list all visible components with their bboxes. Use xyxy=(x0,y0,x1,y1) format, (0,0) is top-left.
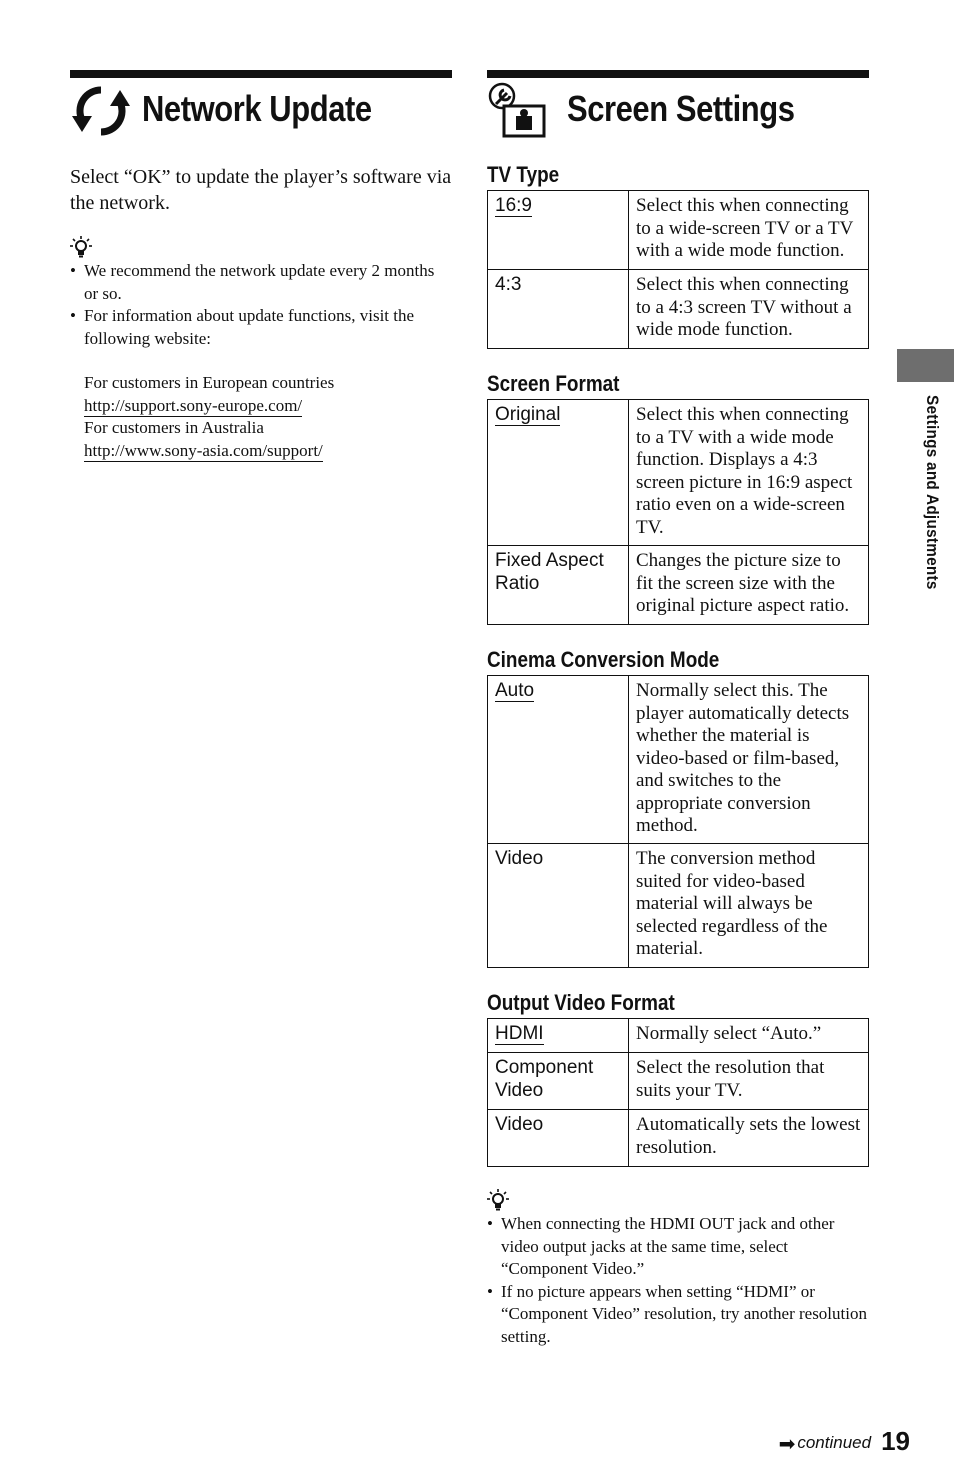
option-desc: Normally select this. The player automatically detects whether the material is video-based or film-based, and switches to the appropriate conversion method. xyxy=(629,676,869,844)
tip-lightbulb-icon xyxy=(487,1189,509,1211)
tip-item: • If no picture appears when setting “HDMI” or “Component Video” resolution, try another resolution setting. xyxy=(487,1281,869,1349)
support-links xyxy=(84,372,452,462)
screen-settings-header xyxy=(487,70,869,146)
option-key: Original xyxy=(495,404,561,425)
table-row xyxy=(488,400,869,546)
output-video-format-heading: Output Video Format xyxy=(487,990,675,1015)
option-desc: Automatically sets the lowest resolution. xyxy=(629,1110,869,1167)
refresh-icon xyxy=(70,82,132,140)
page-footer xyxy=(779,1426,910,1457)
option-key: Video xyxy=(488,1110,629,1167)
tip-item: • For information about update functions, visit the following website: xyxy=(70,305,452,350)
screen-format-heading: Screen Format xyxy=(487,371,620,396)
option-desc: Select this when connecting to a wide-screen TV or a TV with a wide mode function. xyxy=(629,191,869,270)
continued-arrow-icon: ➡ xyxy=(778,1433,796,1456)
europe-support-link[interactable]: http://support.sony-europe.com/ xyxy=(84,395,303,415)
screen-settings-section xyxy=(487,70,869,1348)
option-desc: The conversion method suited for video-based material will always be selected regardless of the material. xyxy=(629,844,869,968)
screen-format-table xyxy=(487,399,869,625)
option-desc: Changes the picture size to fit the screen size with the original picture aspect ratio. xyxy=(629,546,869,625)
screen-settings-title: Screen Settings xyxy=(567,88,795,129)
tip-item: • When connecting the HDMI OUT jack and other video output jacks at the same time, select “Component Video.” xyxy=(487,1213,869,1281)
tip-lightbulb-icon xyxy=(70,236,92,258)
europe-label: For customers in European countries xyxy=(84,373,335,392)
network-update-tips xyxy=(70,260,452,350)
option-desc: Select this when connecting to a TV with a wide mode function. Displays a 4:3 screen picture in 16:9 aspect ratio even on a wide-screen TV. xyxy=(629,400,869,546)
cinema-conversion-heading: Cinema Conversion Mode xyxy=(487,647,720,672)
table-row xyxy=(488,546,869,625)
continued-label: continued xyxy=(797,1433,872,1452)
table-row xyxy=(488,191,869,270)
table-row xyxy=(488,1110,869,1167)
network-update-section xyxy=(70,70,452,462)
table-row xyxy=(488,1019,869,1053)
network-update-header xyxy=(70,70,452,146)
australia-support-link[interactable]: http://www.sony-asia.com/support/ xyxy=(84,440,323,460)
option-key: Component Video xyxy=(488,1053,629,1110)
page-number: 19 xyxy=(881,1426,910,1456)
option-key: Video xyxy=(488,844,629,968)
option-desc: Normally select “Auto.” xyxy=(629,1019,869,1053)
side-tab-marker xyxy=(897,349,954,382)
network-update-intro: Select “OK” to update the player’s software via the network. xyxy=(70,166,452,214)
screen-settings-tips xyxy=(487,1213,869,1348)
option-key: Fixed Aspect Ratio xyxy=(488,546,629,625)
table-row xyxy=(488,676,869,844)
option-key: 4:3 xyxy=(488,270,629,349)
table-row xyxy=(488,270,869,349)
cinema-conversion-table xyxy=(487,675,869,968)
network-update-title: Network Update xyxy=(142,88,372,129)
output-video-format-table xyxy=(487,1018,869,1167)
option-desc: Select the resolution that suits your TV. xyxy=(629,1053,869,1110)
table-row xyxy=(488,1053,869,1110)
table-row xyxy=(488,844,869,968)
option-desc: Select this when connecting to a 4:3 screen TV without a wide mode function. xyxy=(629,270,869,349)
australia-label: For customers in Australia xyxy=(84,418,264,437)
option-key: HDMI xyxy=(495,1023,544,1044)
tv-type-table xyxy=(487,190,869,349)
option-key: 16:9 xyxy=(495,195,532,216)
side-tab-label: Settings and Adjustments xyxy=(923,395,942,590)
tv-type-heading: TV Type xyxy=(487,162,560,187)
option-key: Auto xyxy=(495,680,535,701)
tip-item: • We recommend the network update every 2 months or so. xyxy=(70,260,452,305)
screen-settings-icon xyxy=(487,82,549,140)
